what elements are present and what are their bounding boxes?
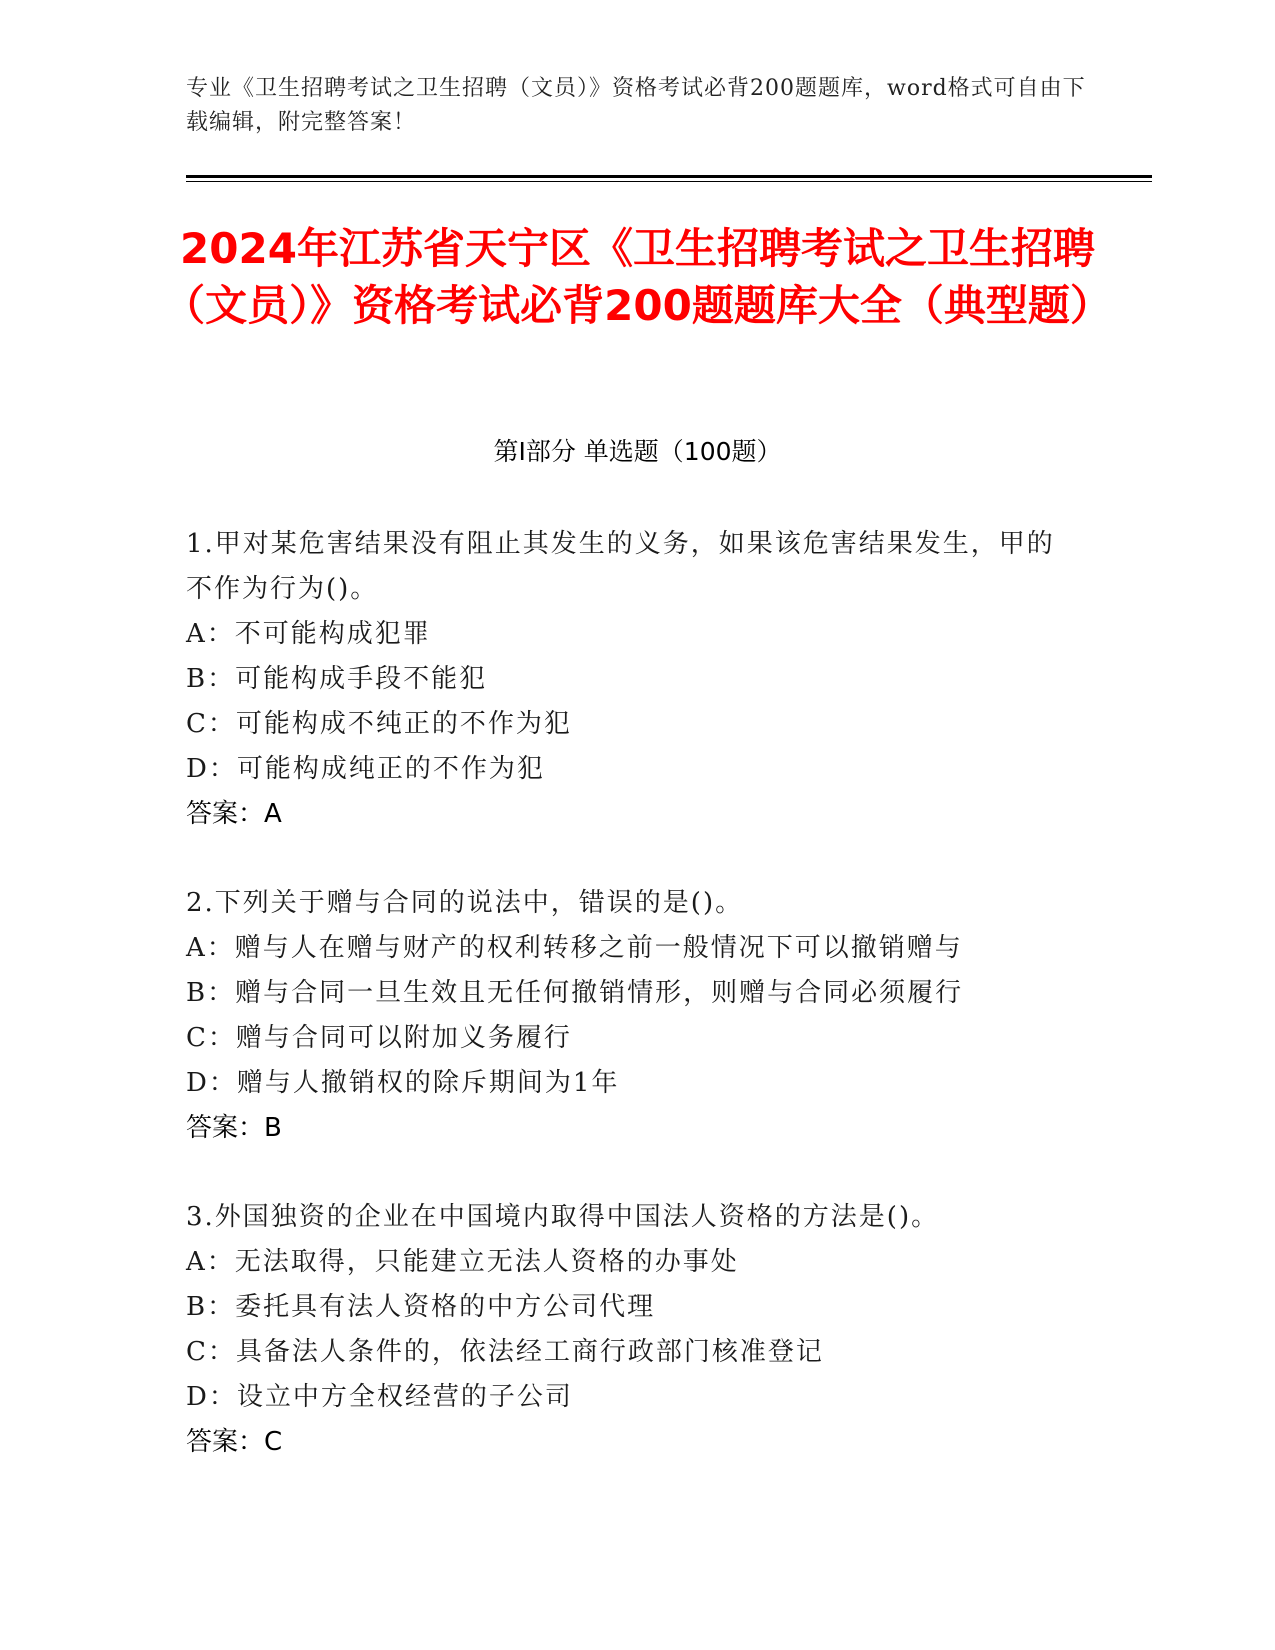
header-divider-thin: [186, 181, 1152, 182]
option-a: A：无法取得，只能建立无法人资格的办事处: [186, 1247, 739, 1277]
question-stem: 2.下列关于赠与合同的说法中，错误的是()。: [186, 888, 744, 918]
option-d: D：设立中方全权经营的子公司: [186, 1382, 573, 1412]
option-b: B：赠与合同一旦生效且无任何撤销情形，则赠与合同必须履行: [186, 978, 964, 1008]
option-a: A：不可能构成犯罪: [186, 619, 431, 649]
option-d: D：可能构成纯正的不作为犯: [186, 754, 545, 784]
section-heading: 第Ⅰ部分 单选题（100题）: [493, 437, 782, 466]
answer-line: 答案：A: [186, 799, 282, 829]
question-stem: 3.外国独资的企业在中国境内取得中国法人资格的方法是()。: [186, 1202, 940, 1232]
document-title: 2024年江苏省天宁区《卫生招聘考试之卫生招聘（文员）》资格考试必背200题题库大全（典型题）: [163, 224, 1112, 330]
option-b: B：委托具有法人资格的中方公司代理: [186, 1292, 656, 1322]
option-b: B：可能构成手段不能犯: [186, 664, 488, 694]
question-item: [186, 1195, 1066, 1465]
question-item: [186, 522, 1066, 837]
option-c: C：可能构成不纯正的不作为犯: [186, 709, 572, 739]
answer-line: 答案：B: [186, 1113, 282, 1143]
question-stem: 1.甲对某危害结果没有阻止其发生的义务，如果该危害结果发生，甲的不作为行为()。: [186, 529, 1055, 604]
header-divider-thick: [186, 175, 1152, 178]
question-list: [186, 522, 1066, 1509]
header-note: 专业《卫生招聘考试之卫生招聘（文员）》资格考试必背200题题库，word格式可自由下载编辑，附完整答案！: [186, 76, 1086, 135]
option-d: D：赠与人撤销权的除斥期间为1年: [186, 1068, 620, 1098]
option-a: A：赠与人在赠与财产的权利转移之前一般情况下可以撤销赠与: [186, 933, 963, 963]
question-item: [186, 881, 1066, 1151]
option-c: C：具备法人条件的，依法经工商行政部门核准登记: [186, 1337, 824, 1367]
option-c: C：赠与合同可以附加义务履行: [186, 1023, 572, 1053]
answer-line: 答案：C: [186, 1427, 283, 1457]
